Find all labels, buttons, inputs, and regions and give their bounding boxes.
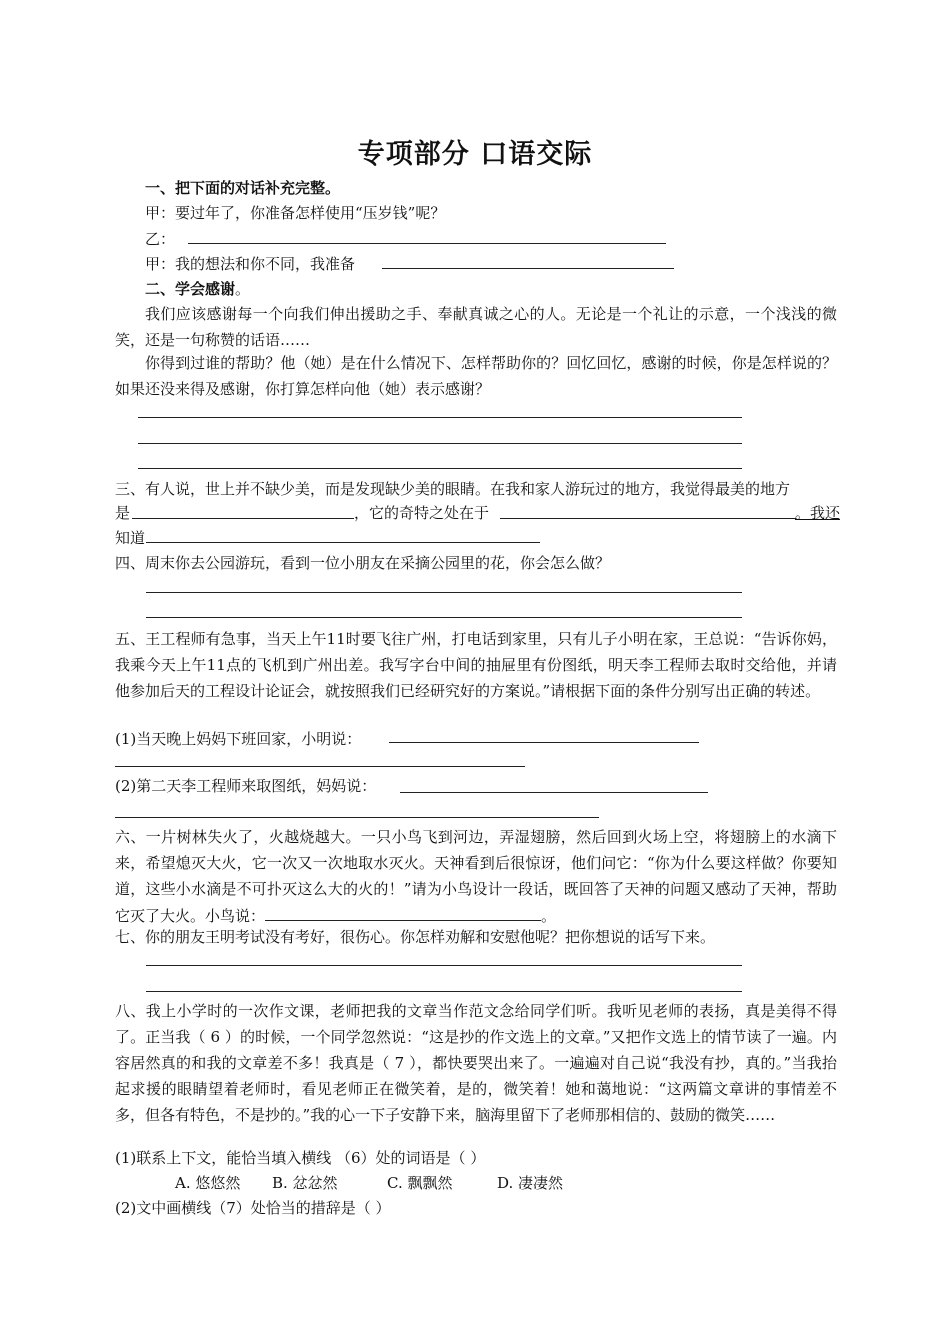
answer-line-q1-cont[interactable] [115,766,525,767]
option-c[interactable]: C. 飘飘然 [387,1174,453,1192]
section-5-paragraph: 五、王工程师有急事，当天上午11时要飞往广州，打电话到家里，只有儿子小明在家，王总说：“告诉你妈，我乘今天上午11点的飞机到广州出差。我写字台中间的抽屉里有份图纸，明天李工程师去取时交给他，并请他参加后天的工程设计论证会，就按照我们已经研究好的方案说。”请根据下面的条件分别写出正确的转述。 [115,630,837,700]
section-1-heading: 一、把下面的对话补充完整。 [145,179,341,197]
answer-line[interactable] [138,417,742,418]
section-6-end: 。 [541,907,557,925]
section-6-text: 六、一片树林失火了，火越烧越大。一只小鸟飞到河边，弄湿翅膀，然后回到火场上空，将翅膀上的水滴下来，希望熄灭大火，它一次又一次地取水灭火。天神看到后很惊讶，他们问它：“你为什么要这样做？你要知道，这些小水滴是不可扑灭这么大的火的！”请为小鸟设计一段话，既回答了天神的问题又感动了天神，帮助它灭了大火。小鸟说： [115,828,837,925]
answer-line-know[interactable] [146,542,540,543]
section-3-mid: ，它的奇特之处在于 [354,504,490,522]
answer-line-feature[interactable] [500,518,796,519]
answer-line-place[interactable] [132,518,354,519]
answer-line[interactable] [138,468,742,469]
answer-line[interactable] [146,991,742,992]
answer-line[interactable] [146,617,742,618]
option-a[interactable]: A. 悠悠然 [175,1174,241,1192]
section-3-shi: 是 [115,504,131,522]
section-2-heading-bold: 二、学会感谢 [145,280,236,298]
option-d[interactable]: D. 凄凄然 [497,1174,564,1192]
section-5-q1: (1)当天晚上妈妈下班回家，小明说： [115,730,362,748]
section-3-line-1: 三、有人说，世上并不缺少美，而是发现缺少美的眼睛。在我和家人游玩过的地方，我觉得最美的地方 [115,480,791,498]
section-2-paragraph-2: 你得到过谁的帮助？他（她）是在什么情况下、怎样帮助你的？回忆回忆，感谢的时候，你是怎样说的？如果还没来得及感谢，你打算怎样向他（她）表示感谢？ [115,354,837,398]
section-2-heading [145,277,250,302]
section-2-paragraph-1: 我们应该感谢每一个向我们伸出援助之手、奉献真诚之心的人。无论是一个礼让的示意，一个浅浅的微笑，还是一句称赞的话语…… [115,305,837,349]
section-8-q2: (2)文中画横线（7）处恰当的措辞是（ ） [115,1199,391,1217]
answer-line-bird[interactable] [265,902,541,921]
section-6-paragraph [115,824,837,929]
section-5-q2: (2)第二天李工程师来取图纸，妈妈说： [115,777,377,795]
section-2-heading-tail: 。 [235,280,251,298]
section-8-paragraph: 八、我上小学时的一次作文课，老师把我的文章当作范文念给同学们听。我听见老师的表扬，真是美得不得了。正当我（ 6 ）的时候，一个同学忽然说：“这是抄的作文选上的文章。”又把作文选上的情节读了一遍。内容居然真的和我的文章差不多！我真是（ 7 ），都快要哭出来了。一遍遍对自己说“我没有抄，真的。”当我抬起求援的眼睛望着老师时，看见老师正在微笑着，是的，微笑着！她和蔼地说：“这两篇文章讲的事情差不多，但各有特色，不是抄的。”我的心一下子安静下来，脑海里留下了老师那相信的、鼓励的微笑…… [115,1002,837,1124]
dialogue-jia-2: 甲：我的想法和你不同，我准备 [145,255,356,273]
section-8-q1: (1)联系上下文，能恰当填入横线 （6）处的词语是（ ） [115,1149,486,1167]
answer-line-yi[interactable] [188,243,666,244]
section-7-question: 七、你的朋友王明考试没有考好，很伤心。你怎样劝解和安慰他呢？把你想说的话写下来。 [115,928,716,946]
section-3-end: 。我还 [795,504,841,522]
answer-line[interactable] [146,592,742,593]
answer-line-jia-2[interactable] [382,268,674,269]
answer-line[interactable] [138,443,742,444]
page-title: 专项部分 口语交际 [357,139,593,170]
answer-line-q2[interactable] [400,792,708,793]
answer-line[interactable] [146,965,742,966]
answer-line-q1[interactable] [389,742,699,743]
dialogue-yi-label: 乙： [145,230,176,248]
section-4-question: 四、周末你去公园游玩，看到一位小朋友在采摘公园里的花，你会怎么做？ [115,554,611,572]
dialogue-jia-1: 甲：要过年了，你准备怎样使用“压岁钱”呢？ [145,204,446,222]
section-3-zhidao: 知道 [115,529,146,547]
option-b[interactable]: B. 忿忿然 [272,1174,338,1192]
answer-line-q2-cont[interactable] [115,817,599,818]
